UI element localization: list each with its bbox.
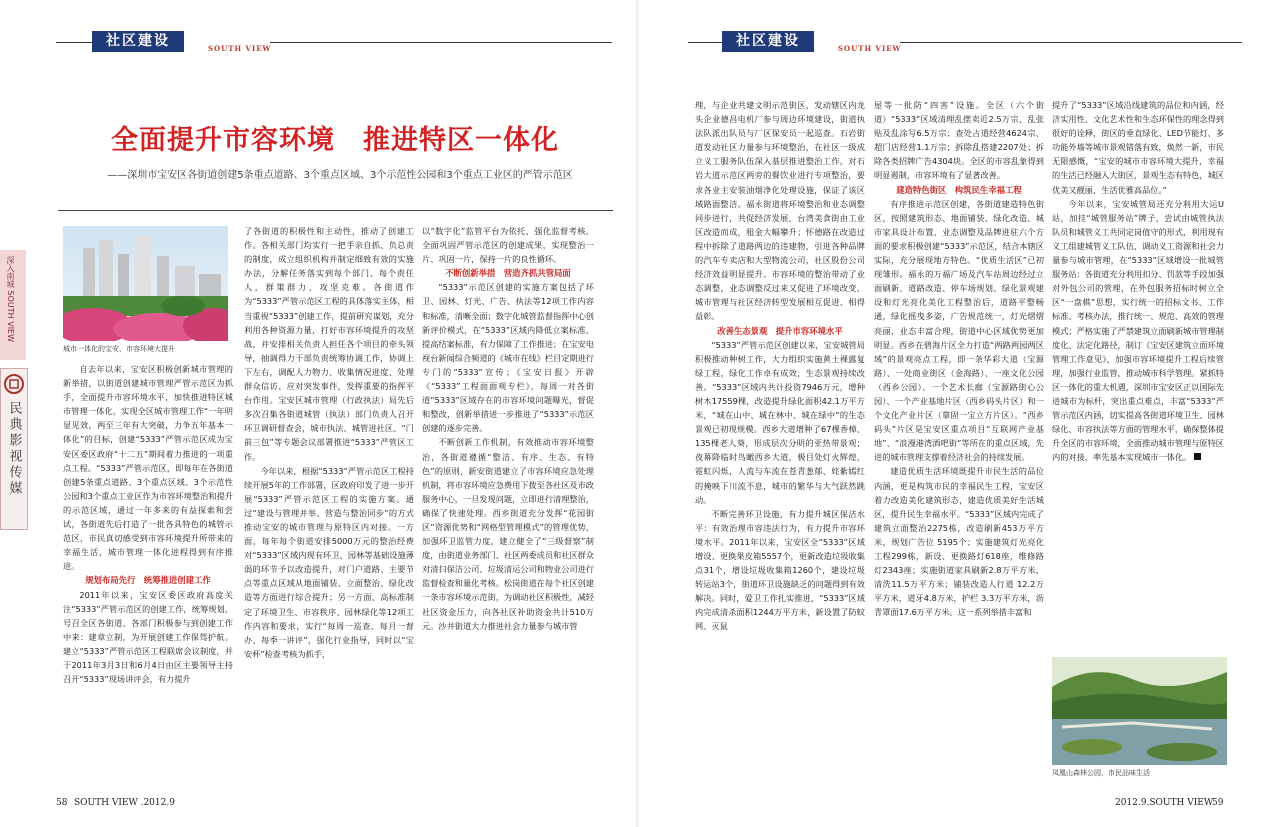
photo-caption: 凤凰山森林公园，市民品味生活 xyxy=(1052,769,1150,777)
section-tag-en: SOUTH VIEW xyxy=(208,44,272,53)
left-column-3 xyxy=(422,224,594,796)
paragraph: “5333”示范区创建的实施方案包括了环卫、园林、灯光、广告、执法等12项工作内容和标准，清晰全面；数字化城管监督指挥中心创新评价模式，在“5333”区域内降低立案标准，提高结案标准，有力保障了工作推进；在宝安电视台新闻综合频道的《城市在线》栏目定期进行专门的“5333”宣传；《宝安日报》开辟《“5333”工程面面观专栏》，每周一对各街道“5333”区域存在的市容环境问题曝光，督促和整改，创新举措进一步推进了“5333”示范区创建的逐步完善。 xyxy=(422,282,594,434)
end-mark-icon xyxy=(1194,453,1201,460)
paragraph: 有序推进示范区创建，各街道建造特色街区，按照建筑形态、地面铺装、绿化改造、城市家具设计布置、业态调整及品牌进驻六个方面的要求积极创建“5333”示范区，结合本辖区实际，充分展现地方特色。“优质生活区”已初现雏形。福永的万福广场及汽车站周边经过立面刷新、道路改造、停车场规划、绿化景观建设和灯光亮化美化工程整治后，道路平整畅通，绿化摇曳多姿，广告规范统一，灯光熠熠亮丽，业态丰富合理，街道中心区域优势更加明显。西乡在碧海片区全力打造“两路两园两区域”的景观亮点工程，即一条华彩大道（宝源路）、一处商业街区（金海路）、一座文化公园（西乡公园）、一个艺术长廊（宝源路街心公园）、一个产业基地片区（西乡码头片区）和一个文化产业片区（靠固一宝立方片区）。“西乡码头”片区是宝安区重点项目“互联网产业基地”、“浪漫港湾酒吧街”等所在的重点区域，先进的城市管理支撑着经济社会的持续发展。 xyxy=(874,198,1044,463)
city-photo xyxy=(63,226,228,341)
paragraph: 建造优质生活环境既提升市民生活的品位内涵，更是构筑市民的幸福民生工程，宝安区着力改造美化建筑形态，建造优质美好生活城区，提升民生幸福水平。“5333”区域内完成了建筑立面整治2275栋，改造刷新453万平方米，规划广告位 5195个；实施建筑灯光亮化工程299栋，新设、更换路灯618座，维修路灯2343座；实施街道家具刷新2.8万平方米，清洗11.5万平方米；铺装改造人行道 12.2万平方米，道牙4.8万米，护栏 3.3万平方米，沥青罩面17.6万平方米。这一系列举措丰富和 xyxy=(874,466,1044,618)
paragraph: 2011年以来，宝安区委区政府高度关注“5333”严管示范区的创建工作，统筹规划，号召全区各街道、各部门积极参与到创建工作中来：建章立制，为开展创建工作保驾护航。建立“5333”严管示范区工程联席会议制度，并于2011年3月3日和6月4日由区主要领导主持召开“5333”现场讲评会，有力提升 xyxy=(63,589,233,685)
paragraph: 今年以来，根据“5333”严管示范区工程持续开展5年的工作部署，区政府印发了进一步开展“5333”严管示范区工程的实施方案。通过“建设与管理并举、营造与整治同步”的方式推动宝安的城市管理与原特区内对接。一方面，每年每个街道安排5000万元的整治经费对“5333”区域内现有环卫、园林等基础设施薄弱的环节予以改造提升，对门户道路、主要节点等重点区域从地面铺装、立面整治、绿化改造等方面进行综合提升；另一方面，高标准制定了环境卫生、市容秩序、园林绿化等12项工作内容和要求，实行“每周一巡查、每月一督办、每季一讲评”，强化行业指导，同时以“宝安杯”检查考核为抓手， xyxy=(244,465,414,659)
paragraph: 不断创新工作机制，有效推动市容环境整治，各街道遵循“整洁、有序、生态、有特色”的原则，新安街道建立了市容环境应急处理机制，将市容环境应急费用下拨至各社区及市政服务中心，一旦发现问题，立即进行清理整治，确保了快速处理。西乡街道充分发挥“花园街区”资源优势和“网格型管理模式”的管理优势，加强环卫监管力度，建立健全了“三级督察”制度，由街道业务部门、社区两委成员和社区群众对清扫保洁公司、垃圾清运公司和物业公司进行监督检查和量化考核。松岗街道在每个社区创建一条市容环境示范街，为调动社区积极性，减轻社区资金压力，向各社区补助资金共计510万元。沙井街道大力推进社会力量参与城市管 xyxy=(422,437,594,631)
paragraph: 屋等一批防“四害”设施。全区（六个街道）“5333”区域清理乱摆卖近2.5万宗、乱张贴及乱涂写6.5万宗；查处占道经营4624宗、超门店经营1.1万宗；拆除乱搭建2207处；拆除各类招牌广告4304块。全区的市容乱象得到明显遏制，市容环境有了显著改善。 xyxy=(874,100,1044,181)
header-rule-left xyxy=(688,42,722,43)
brand-box xyxy=(0,368,28,530)
right-column-1 xyxy=(695,98,865,793)
subheading: 改善生态景观 提升市容环境水平 xyxy=(717,325,843,336)
paragraph: 自去年以来，宝安区积极创新城市管理的新举措，以街道创建城市管理严管示范区为抓手，全面提升市容环境水平，加快推进特区城市管理一体化，实现全区城市管理工作“一年明显见效，两至三年有大突破，力争五年基本一体化”的目标，创建“5333”严管示范区成为宝安区委区政府“十二五”期间着力推进的一项重点工程。“5333”严管示范区，即每年在各街道创建5条重点道路、3个重点区域、3个示范性公园和3个重点工业区作为市容环境整治和提升的示范区域，通过一年多来的有益探索和尝试，各街道先后打造了一批各具特色的城管示范区，市民真切感受到市容环境提升所带来的幸福生活，城市管理一体化进程得到有序推进。 xyxy=(63,364,233,572)
paragraph: 以“数字化”监管平台为依托，强化监督考核，全面巩固严管示范区的创建成果，实现整治一片、巩固一片，保持一片的良性循环。 xyxy=(422,226,594,265)
page-number: 59 xyxy=(1212,798,1224,808)
right-column-3 xyxy=(1052,98,1224,650)
page-number: 58 xyxy=(56,798,68,808)
article-title: 全面提升市容环境 推进特区一体化 xyxy=(111,125,559,156)
header-rule-left xyxy=(56,42,92,43)
footer-text: SOUTH VIEW .2012.9 xyxy=(74,798,175,808)
subheading: 规划布局先行 统筹推进创建工作 xyxy=(85,575,211,586)
article-subtitle: ——深圳市宝安区各街道创建5条重点道路、3个重点区域、3个示范性公园和3个重点工业区的严管示范区 xyxy=(107,170,573,181)
side-tag-box xyxy=(0,250,26,360)
brand-name: 民典影视传媒 xyxy=(6,401,22,497)
left-column-2 xyxy=(244,224,414,796)
section-tag: 社区建设 xyxy=(92,31,184,52)
paragraph: 了各街道的积极性和主动性，推动了创建工作。各相关部门均实行一把手亲自抓、负总责的制度，成立组织机构并制定细致有效的实施办法，分解任务落实到每个部门、每个责任人，群策群力、攻坚克难。各街道作为“5333”严管示范区工程的具体落实主体，相当重视“5333”创建工作，提前研究谋划，充分利用各种资源力量，打好市容环境提升的攻坚战，并安排相关负责人担任各个项目的牵头领导，抽调得力干部负责统筹协调工作，协调上下左右，调配人力物力、收集情况进度、处理群众信访、应对突发事件，发挥重要的指挥平台作用。宝安区城市管理（行政执法）局先后多次召集各街道城管（执法）部门负责人召开环卫调研督查会，城市执法、城管进社区、“门前三包”等专题会议部署推进“5333”严管区工作。 xyxy=(244,226,414,462)
right-column-2 xyxy=(874,98,1044,793)
section-tag-en: SOUTH VIEW xyxy=(838,44,902,53)
footer-text: 2012.9.SOUTH VIEW xyxy=(1115,798,1214,808)
left-column-1 xyxy=(63,362,233,794)
paragraph: 不断完善环卫设施，有力提升城区保洁水平：有效治理市容违法行为，有力提升市容环境水平。2011年以来，宝安区全“5333”区域增设、更换果皮箱5557个，更新改造垃圾收集点31个，增设垃圾收集箱1260个，建设垃圾转运站3个，街道环卫设施缺乏的问题得到有效解决。同时，爱卫工作扎实推进，“5333”区域内完成清杀面积1244万平方米，新设置了防蚊网、灭鼠 xyxy=(695,508,865,632)
paragraph: “5333”严管示范区创建以来，宝安城管局积极推动种树工作，大力组织实施黄土裸露复绿工程，绿化工作卓有成效，生态景观持续改善。“5333”区域内共计投资7946万元，增种树木17559棵，改造提升绿化面积42.1万平方米，“城在山中、城在林中、城在绿中”的生态景观已初现规模。西乡大道增种了67棵香樟、135棵老人葵，形成层次分明的亚热带景观；夜幕降临时鸟瞰西乡大道，极目处灯火辉煌，霓虹闪烁，人流与车流在苍青葱郁、姹紫嫣红的掩映下川流不息，城市的繁华与大气跃然跳动。 xyxy=(695,339,865,505)
section-tag: 社区建设 xyxy=(722,31,814,52)
brand-logo-icon xyxy=(3,373,25,395)
paragraph: 今年以来，宝安城管局还充分利用大运U站，加挂“城管服务站”牌子，尝试由城管执法队员和城管义工共同定岗值守的形式，利用现有义工组建城管义工队伍，调动义工资源和社会力量参与城市管理，在“5333”区域增设一批城管服务站：各街道充分利用扣分、罚款等手段加强对外包公司的管理，在外包服务招标时树立全区“一盘棋”思想，实行统一的招标文书、工作标准、考核办法，推行统一、规范、高效的管理模式；严格实施了严禁建筑立面刷新城市管理制度化、法定化路径，制订《宝安区建筑立面环境管理工作意见》，加强市容环境提升工程后续管理，加强行业监管，推动城市科学管理。紧抓特区一体化的重大机遇，深圳市宝安区正以国际先进城市为标杆，突出重点难点，丰富“5333”严管示范区内涵，切实提高各街道环境卫生、园林绿化、市容执法等方面的管理水平，确保整体提升全区的市容环境，全面推动城市管理与原特区内的对接，率先基本实现城市一体化。 xyxy=(1052,198,1224,463)
header-rule-right xyxy=(900,42,1242,43)
right-page xyxy=(640,0,1280,827)
header-rule-right xyxy=(270,42,612,43)
subheading: 不断创新举措 营造齐抓共管局面 xyxy=(445,268,571,279)
photo-caption: 城市一体化的宝安，市容环境大提升 xyxy=(63,345,175,353)
paragraph: 理，与企业共建文明示范街区，发动辖区内龙头企业德昌电机厂参与周边环境建设，街道执法队派出队员与厂区保安员一起巡查。石岩街道发动社区力量参与环境整治，在社区一级成立义工服务队伍深入基层推进整治工作，对石岩大道示范区两旁的餐饮业进行专项整治，要求各业主安装油烟净化处理设施，保证了该区域路面整洁。福永街道将环境整治和业态调整同步进行，共促经济发展，台湾美食街由工业区改造而成，租金大幅攀升；怀德路在改造过程中拆除了道路两边的违建物，引进各种品牌的汽车专卖店和大型物流公司，社区股份公司经济效益明显提升。市容环境的整治带动了业态调整，业态调整反过来又促进了环境改变，城市管理与社区经济转型发展相互促进、相得益彰。 xyxy=(695,100,865,322)
side-tag-text: 深入南城 SOUTH VIEW xyxy=(6,256,15,343)
paragraph: 提升了“5333”区域沿线建筑的品位和内涵，经济实用性、文化艺术性和生态环保性的理念得到很好的诠释，街区的垂直绿化、LED节能灯、多功能外墙等城市景观错落有致，焕然一新，市民无限感慨，“宝安的城市市容环境大提升，幸福的生活已经融入大街区，景观生态有特色，城区优美又靓丽，生活优雅高品位。” xyxy=(1052,100,1224,195)
subheading: 建造特色街区 构筑民生幸福工程 xyxy=(896,184,1022,195)
park-photo xyxy=(1052,657,1227,765)
